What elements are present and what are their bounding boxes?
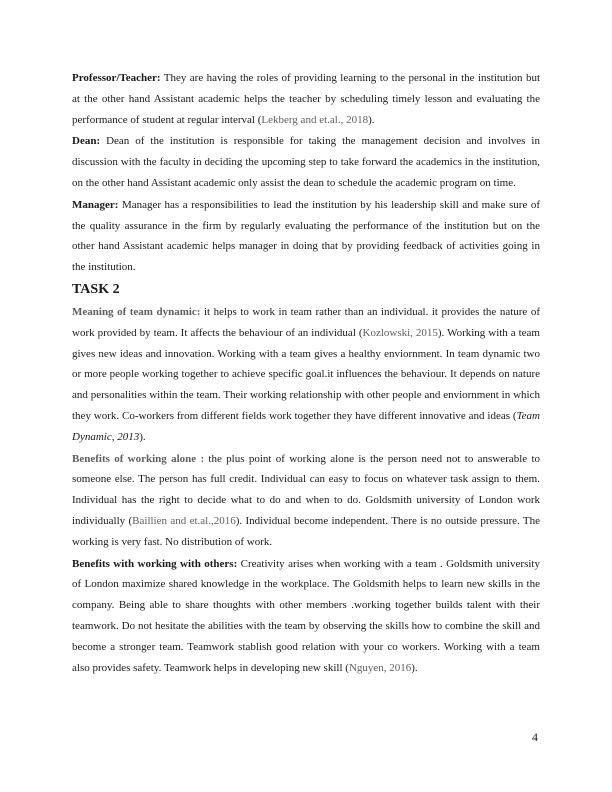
citation: Kozlowski, 2015 xyxy=(362,326,438,339)
dean-label: Dean: xyxy=(72,135,101,148)
document-body xyxy=(72,68,540,679)
citation: Nguyen, 2016 xyxy=(348,661,412,674)
task-heading: TASK 2 xyxy=(72,281,120,297)
professor-text: They are having the roles of providing learning to the personal in the institution but at the other hand Assistant academic helps the teacher by scheduling timely lesson and evaluating the performance of student at regular interval ( xyxy=(72,72,540,126)
paragraph-dean xyxy=(72,131,540,193)
manager-text: Manager has a responsibilities to lead the institution by his leadership skill and make sure of the quality assurance in the firm by regularly evaluating the performance of the institution but on the other hand Assistant academic helps manager in doing that by providing feedback of activities going in the institution. xyxy=(72,198,540,274)
citation: Team Dynamic, 2013 xyxy=(72,409,540,443)
citation: Lekberg and et.al., 2018 xyxy=(261,113,369,126)
paragraph-professor: Professor/Teacher: They are having the roles of providing learning to the personal in the institution but at the other hand Assistant academic helps the teacher by scheduling timely lesson and evaluating the performance of student at regular interval (Lekberg and et.al., 2018). xyxy=(72,72,540,126)
working-alone-label: Benefits of working alone : xyxy=(72,452,205,465)
dean-text: Dean of the institution is responsible for taking the management decision and involves in discussion with the faculty in deciding the upcoming step to take forward the academics in the institution, on the other hand Assistant academic only assist the dean to schedule the academic program on time. xyxy=(72,135,540,189)
manager-label: Manager: xyxy=(72,198,119,211)
paragraph-working-alone: Benefits of working alone : the plus point of working alone is the person need not to answerable to someone else. The person has full credit. Individual can easy to focus on whatever task assign to them. Individual has the right to decide what to do and when to do. Goldsmith university of London work individually (Baillien and et.al.,2016). Individual become independent. There is no outside pressure. The working is very fast. No distribution of work. xyxy=(72,452,540,548)
paragraph-working-others: Benefits with working with others: Creativity arises when working with a team . Goldsmith university of London maximize shared knowledge in the workplace. The Goldsmith helps to learn new skills in the company. Being able to share thoughts with other members .working together builds talent with their teamwork. Do not hesitate the abilities with the team by observing the skills how to combine the skill and become a stronger team. Teamwork stablish good relation with your co workers. Working with a team also provides safety. Teamwork helps in developing new skill (Nguyen, 2016). xyxy=(72,557,540,674)
citation: Baillien and et.al.,2016 xyxy=(132,514,236,527)
page-number: 4 xyxy=(532,730,538,744)
paragraph-team-dynamic: Meaning of team dynamic: it helps to work in team rather than an individual. it provides the nature of work provided by team. It affects the behaviour of an individual (Kozlowski, 2015). Working with a team gives new ideas and innovation. Working with a team gives a healthy enviornment. In team dynamic two or more people working together to achieve specific goal.it influences the behaviour. It depends on nature and personalities within the team. Their working relationship with other people and enviornment in which they work. Co-workers from different fields work together they have different innovative and ideas (Team Dynamic, 2013). xyxy=(72,305,540,443)
working-others-label: Benefits with working with others: xyxy=(72,557,238,570)
paragraph-manager xyxy=(72,195,540,278)
professor-label: Professor/Teacher: xyxy=(72,72,161,84)
team-dynamic-label: Meaning of team dynamic: xyxy=(72,305,201,318)
